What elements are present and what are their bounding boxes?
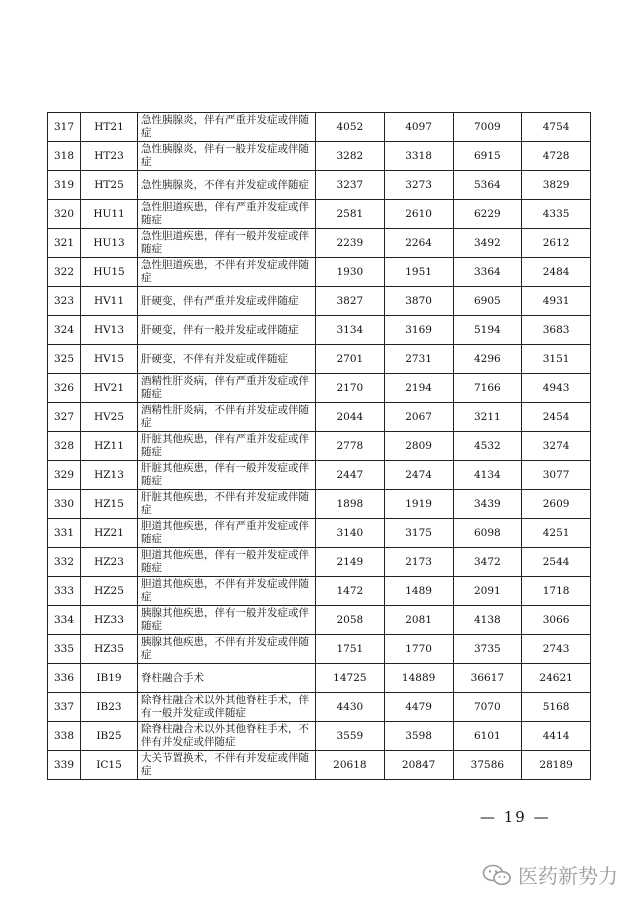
value-cell-2: 1919 [384,490,453,519]
table-row [48,664,591,693]
table-row [48,490,591,519]
value-cell-3: 6098 [453,519,522,548]
value-cell-2: 14889 [384,664,453,693]
drg-payment-table [47,112,591,780]
value-cell-4: 2544 [522,548,591,577]
table-row [48,171,591,200]
table-row [48,577,591,606]
row-number-cell: 328 [48,432,81,461]
value-cell-3: 5364 [453,171,522,200]
row-number-cell: 338 [48,722,81,751]
drg-code-cell: HU13 [81,229,138,258]
value-cell-2: 3169 [384,316,453,345]
value-cell-4: 3274 [522,432,591,461]
value-cell-2: 3598 [384,722,453,751]
table-row [48,606,591,635]
value-cell-3: 36617 [453,664,522,693]
value-cell-2: 2173 [384,548,453,577]
row-number-cell: 334 [48,606,81,635]
value-cell-3: 4296 [453,345,522,374]
table-row [48,374,591,403]
value-cell-2: 1770 [384,635,453,664]
drg-code-cell: HV25 [81,403,138,432]
table-row [48,316,591,345]
value-cell-1: 2778 [316,432,385,461]
value-cell-2: 4097 [384,113,453,142]
value-cell-2: 2194 [384,374,453,403]
table-row [48,403,591,432]
drg-code-cell: HV11 [81,287,138,316]
value-cell-1: 3282 [316,142,385,171]
table-row [48,229,591,258]
table-row [48,548,591,577]
value-cell-1: 1898 [316,490,385,519]
drg-name-cell: 肝硬变，伴有一般并发症或伴随症 [138,316,316,345]
drg-code-cell: IB23 [81,693,138,722]
value-cell-2: 1489 [384,577,453,606]
drg-name-cell: 除脊柱融合术以外其他脊柱手术，伴有一般并发症或伴随症 [138,693,316,722]
value-cell-1: 14725 [316,664,385,693]
drg-code-cell: HZ21 [81,519,138,548]
row-number-cell: 321 [48,229,81,258]
value-cell-3: 7009 [453,113,522,142]
row-number-cell: 336 [48,664,81,693]
value-cell-2: 3870 [384,287,453,316]
value-cell-4: 4931 [522,287,591,316]
value-cell-3: 37586 [453,751,522,780]
wechat-logo-icon [482,863,512,887]
table-row [48,287,591,316]
table-row [48,113,591,142]
value-cell-1: 3134 [316,316,385,345]
value-cell-4: 1718 [522,577,591,606]
drg-code-cell: HT21 [81,113,138,142]
drg-name-cell: 胆道其他疾患，伴有严重并发症或伴随症 [138,519,316,548]
drg-name-cell: 大关节置换术，不伴有并发症或伴随症 [138,751,316,780]
value-cell-4: 4414 [522,722,591,751]
value-cell-3: 6905 [453,287,522,316]
value-cell-3: 3211 [453,403,522,432]
table-row [48,635,591,664]
value-cell-4: 2484 [522,258,591,287]
value-cell-3: 3472 [453,548,522,577]
value-cell-1: 2149 [316,548,385,577]
value-cell-2: 3273 [384,171,453,200]
row-number-cell: 325 [48,345,81,374]
drg-code-cell: HZ13 [81,461,138,490]
drg-name-cell: 肝硬变，不伴有并发症或伴随症 [138,345,316,374]
value-cell-1: 3827 [316,287,385,316]
value-cell-2: 2081 [384,606,453,635]
table-row [48,751,591,780]
drg-code-cell: HZ11 [81,432,138,461]
value-cell-4: 4754 [522,113,591,142]
value-cell-1: 3140 [316,519,385,548]
value-cell-4: 2743 [522,635,591,664]
row-number-cell: 337 [48,693,81,722]
value-cell-1: 2170 [316,374,385,403]
value-cell-1: 4052 [316,113,385,142]
value-cell-1: 2581 [316,200,385,229]
row-number-cell: 330 [48,490,81,519]
drg-name-cell: 胆道其他疾患，伴有一般并发症或伴随症 [138,548,316,577]
value-cell-4: 5168 [522,693,591,722]
value-cell-3: 5194 [453,316,522,345]
value-cell-3: 6229 [453,200,522,229]
drg-code-cell: HT25 [81,171,138,200]
drg-code-cell: HZ33 [81,606,138,635]
value-cell-2: 2809 [384,432,453,461]
value-cell-1: 20618 [316,751,385,780]
value-cell-1: 2044 [316,403,385,432]
value-cell-3: 6101 [453,722,522,751]
table-row [48,142,591,171]
table-row [48,200,591,229]
drg-code-cell: HV13 [81,316,138,345]
drg-code-cell: HZ35 [81,635,138,664]
value-cell-4: 3683 [522,316,591,345]
value-cell-3: 3735 [453,635,522,664]
row-number-cell: 323 [48,287,81,316]
value-cell-2: 2067 [384,403,453,432]
row-number-cell: 335 [48,635,81,664]
row-number-cell: 332 [48,548,81,577]
table-row [48,519,591,548]
drg-name-cell: 急性胆道疾患，伴有严重并发症或伴随症 [138,200,316,229]
value-cell-3: 7070 [453,693,522,722]
drg-name-cell: 脊柱融合手术 [138,664,316,693]
drg-name-cell: 肝脏其他疾患，伴有严重并发症或伴随症 [138,432,316,461]
watermark-text: 医药新势力 [518,864,618,888]
drg-code-cell: IB25 [81,722,138,751]
value-cell-4: 3066 [522,606,591,635]
value-cell-2: 3175 [384,519,453,548]
drg-name-cell: 急性胆道疾患，不伴有并发症或伴随症 [138,258,316,287]
row-number-cell: 319 [48,171,81,200]
value-cell-2: 2264 [384,229,453,258]
drg-name-cell: 肝脏其他疾患，不伴有并发症或伴随症 [138,490,316,519]
drg-name-cell: 酒精性肝炎病，伴有严重并发症或伴随症 [138,374,316,403]
drg-name-cell: 急性胰腺炎，不伴有并发症或伴随症 [138,171,316,200]
drg-code-cell: HU15 [81,258,138,287]
drg-code-cell: HT23 [81,142,138,171]
table-body [48,113,591,780]
value-cell-3: 4532 [453,432,522,461]
row-number-cell: 331 [48,519,81,548]
value-cell-3: 4138 [453,606,522,635]
drg-code-cell: HZ23 [81,548,138,577]
value-cell-1: 2701 [316,345,385,374]
value-cell-2: 3318 [384,142,453,171]
value-cell-4: 3077 [522,461,591,490]
value-cell-2: 2610 [384,200,453,229]
drg-name-cell: 急性胰腺炎，伴有一般并发症或伴随症 [138,142,316,171]
value-cell-3: 4134 [453,461,522,490]
value-cell-3: 6915 [453,142,522,171]
drg-name-cell: 除脊柱融合术以外其他脊柱手术，不伴有并发症或伴随症 [138,722,316,751]
table-row [48,722,591,751]
page-number: — 19 — [480,808,551,826]
value-cell-2: 4479 [384,693,453,722]
drg-name-cell: 酒精性肝炎病，不伴有并发症或伴随症 [138,403,316,432]
drg-name-cell: 急性胰腺炎，伴有严重并发症或伴随症 [138,113,316,142]
watermark [482,860,618,889]
drg-code-cell: HU11 [81,200,138,229]
value-cell-1: 1472 [316,577,385,606]
row-number-cell: 339 [48,751,81,780]
value-cell-1: 3237 [316,171,385,200]
drg-code-cell: HZ25 [81,577,138,606]
drg-code-cell: HZ15 [81,490,138,519]
value-cell-4: 2609 [522,490,591,519]
value-cell-3: 7166 [453,374,522,403]
value-cell-2: 2474 [384,461,453,490]
value-cell-2: 1951 [384,258,453,287]
drg-name-cell: 胰腺其他疾患，伴有一般并发症或伴随症 [138,606,316,635]
value-cell-4: 4251 [522,519,591,548]
value-cell-4: 2454 [522,403,591,432]
value-cell-4: 4728 [522,142,591,171]
table-row [48,461,591,490]
value-cell-4: 3151 [522,345,591,374]
value-cell-1: 2239 [316,229,385,258]
drg-name-cell: 肝脏其他疾患，伴有一般并发症或伴随症 [138,461,316,490]
value-cell-4: 2612 [522,229,591,258]
row-number-cell: 317 [48,113,81,142]
drg-name-cell: 胰腺其他疾患，不伴有并发症或伴随症 [138,635,316,664]
value-cell-4: 3829 [522,171,591,200]
value-cell-4: 24621 [522,664,591,693]
value-cell-4: 4943 [522,374,591,403]
value-cell-3: 3364 [453,258,522,287]
drg-code-cell: HV21 [81,374,138,403]
row-number-cell: 324 [48,316,81,345]
drg-code-cell: HV15 [81,345,138,374]
drg-name-cell: 胆道其他疾患，不伴有并发症或伴随症 [138,577,316,606]
value-cell-2: 2731 [384,345,453,374]
row-number-cell: 326 [48,374,81,403]
table-row [48,693,591,722]
row-number-cell: 318 [48,142,81,171]
value-cell-3: 2091 [453,577,522,606]
row-number-cell: 327 [48,403,81,432]
row-number-cell: 320 [48,200,81,229]
drg-code-cell: IC15 [81,751,138,780]
value-cell-1: 1930 [316,258,385,287]
drg-name-cell: 急性胆道疾患，伴有一般并发症或伴随症 [138,229,316,258]
drg-code-cell: IB19 [81,664,138,693]
value-cell-4: 28189 [522,751,591,780]
value-cell-4: 4335 [522,200,591,229]
table-row [48,432,591,461]
value-cell-2: 20847 [384,751,453,780]
row-number-cell: 322 [48,258,81,287]
table-row [48,345,591,374]
value-cell-1: 4430 [316,693,385,722]
value-cell-3: 3439 [453,490,522,519]
table-row [48,258,591,287]
value-cell-1: 2058 [316,606,385,635]
value-cell-1: 3559 [316,722,385,751]
value-cell-1: 2447 [316,461,385,490]
row-number-cell: 333 [48,577,81,606]
drg-name-cell: 肝硬变，伴有严重并发症或伴随症 [138,287,316,316]
value-cell-1: 1751 [316,635,385,664]
value-cell-3: 3492 [453,229,522,258]
row-number-cell: 329 [48,461,81,490]
